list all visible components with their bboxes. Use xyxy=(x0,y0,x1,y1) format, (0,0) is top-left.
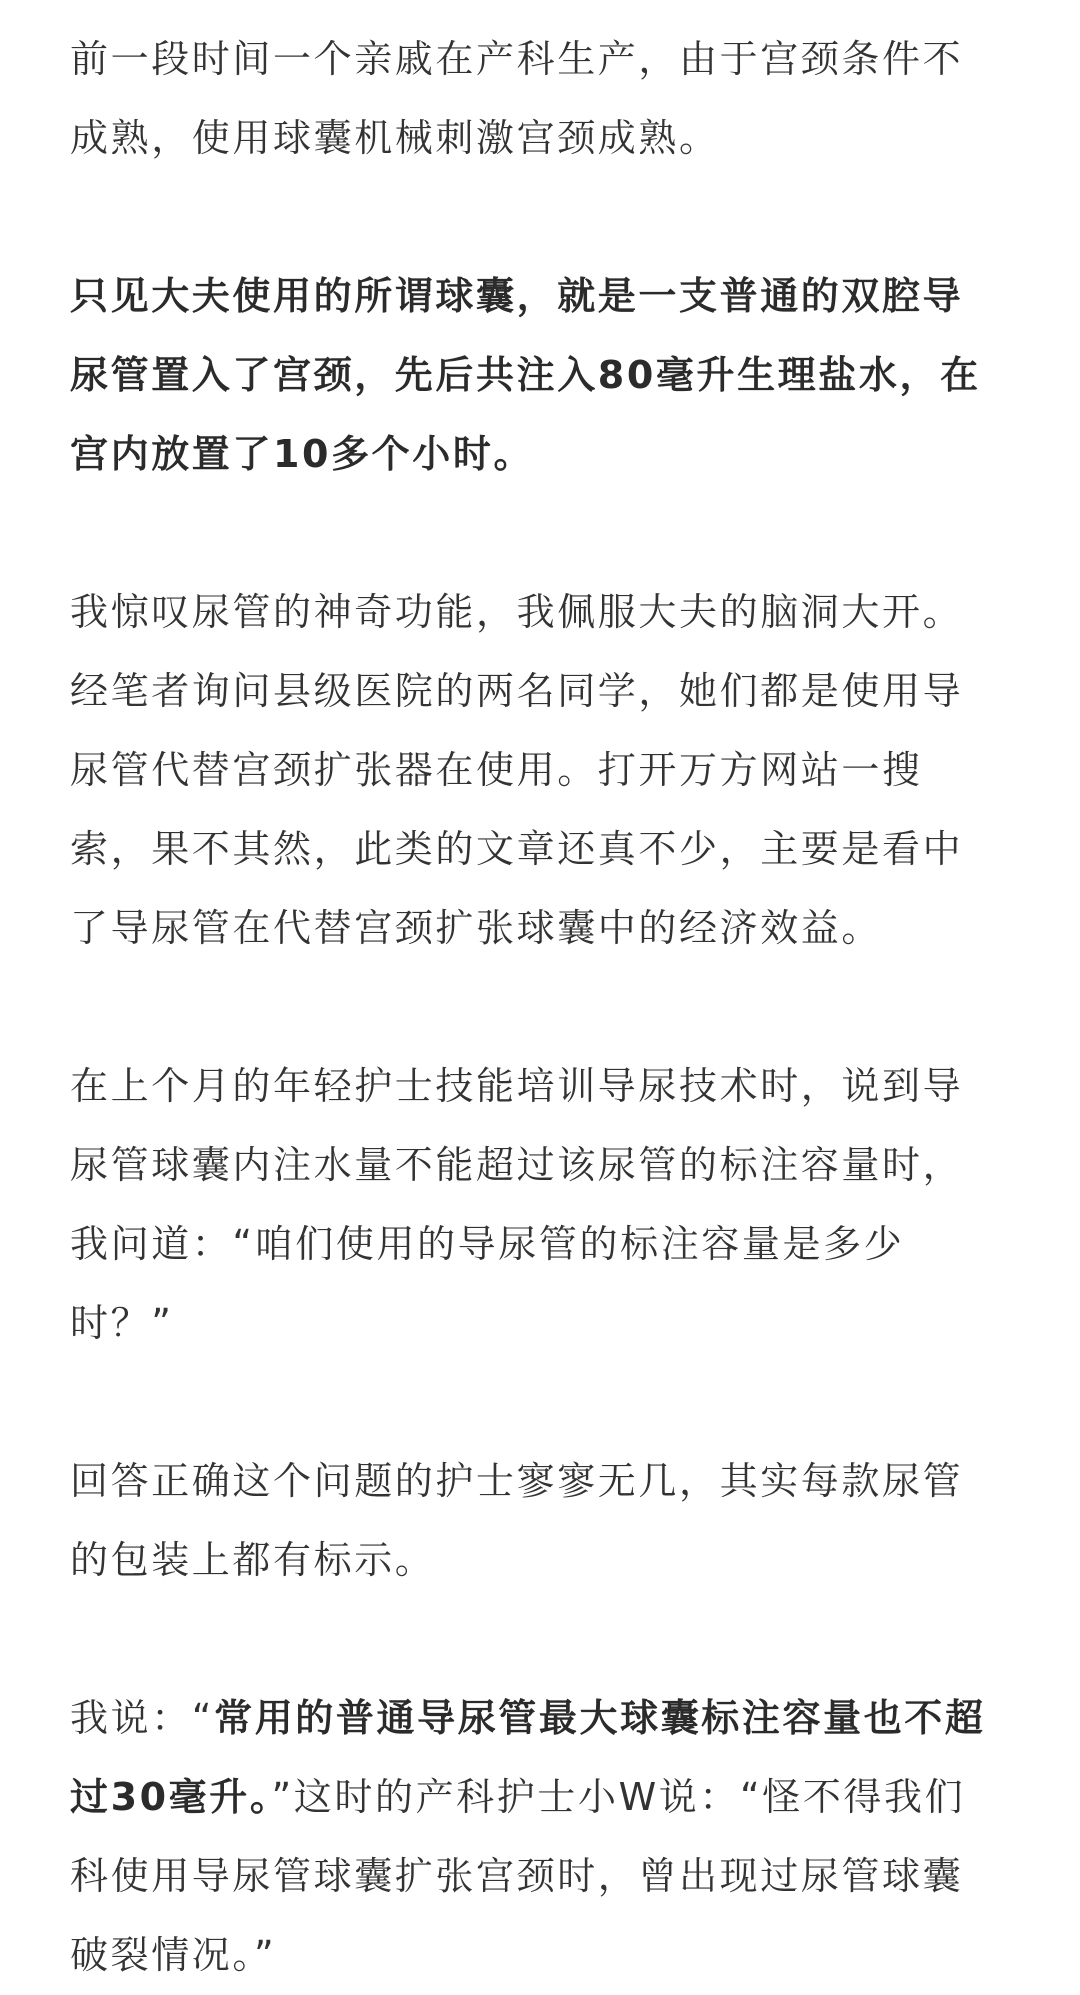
text-line: 科使用导尿管球囊扩张宫颈时，曾出现过尿管球囊 xyxy=(70,1854,964,1898)
paragraph-6 xyxy=(70,1679,1020,1995)
text-line xyxy=(70,1758,1020,1837)
text-line: 索，果不其然，此类的文章还真不少，主要是看中 xyxy=(70,827,964,871)
text-line: 了导尿管在代替宫颈扩张球囊中的经济效益。 xyxy=(70,906,883,950)
paragraph-3 xyxy=(70,573,1020,968)
paragraph-spacer xyxy=(70,1363,1020,1442)
text-line: 经笔者询问县级医院的两名同学，她们都是使用导 xyxy=(70,669,964,713)
text-line: 前一段时间一个亲戚在产科生产，由于宫颈条件不 xyxy=(70,37,964,81)
text-line: 在上个月的年轻护士技能培训导尿技术时，说到导 xyxy=(70,1064,964,1108)
article-body xyxy=(70,20,1020,1995)
text-line: 只见大夫使用的所谓球囊，就是一支普通的双腔导 xyxy=(70,274,964,318)
quote-prefix: 我说：“ xyxy=(70,1696,215,1740)
text-line: 尿管代替宫颈扩张器在使用。打开万方网站一搜 xyxy=(70,748,923,792)
paragraph-2-bold xyxy=(70,257,1020,494)
paragraph-spacer xyxy=(70,494,1020,573)
text-line: 宫内放置了10多个小时。 xyxy=(70,432,535,476)
paragraph-5 xyxy=(70,1442,1020,1600)
text-line: 尿管球囊内注水量不能超过该尿管的标注容量时， xyxy=(70,1143,964,1187)
paragraph-1 xyxy=(70,20,1020,178)
text-line: 时？” xyxy=(70,1301,174,1345)
text-line: 我问道：“咱们使用的导尿管的标注容量是多少 xyxy=(70,1222,905,1266)
paragraph-spacer xyxy=(70,968,1020,1047)
paragraph-spacer xyxy=(70,178,1020,257)
text-line: 尿管置入了宫颈，先后共注入80毫升生理盐水，在 xyxy=(70,353,981,397)
emphasis-text: 过30毫升。 xyxy=(70,1775,272,1819)
text-line: 破裂情况。” xyxy=(70,1933,277,1977)
text-line xyxy=(70,1679,1020,1758)
text-line: 成熟，使用球囊机械刺激宫颈成熟。 xyxy=(70,116,720,160)
quote-text: ”这时的产科护士小W说：“怪不得我们 xyxy=(271,1775,966,1819)
emphasis-text: 常用的普通导尿管最大球囊标注容量也不超 xyxy=(214,1696,986,1740)
paragraph-spacer xyxy=(70,1600,1020,1679)
paragraph-4 xyxy=(70,1047,1020,1363)
text-line: 的包装上都有标示。 xyxy=(70,1538,436,1582)
text-line: 回答正确这个问题的护士寥寥无几，其实每款尿管 xyxy=(70,1459,964,1503)
text-line: 我惊叹尿管的神奇功能，我佩服大夫的脑洞大开。 xyxy=(70,590,964,634)
